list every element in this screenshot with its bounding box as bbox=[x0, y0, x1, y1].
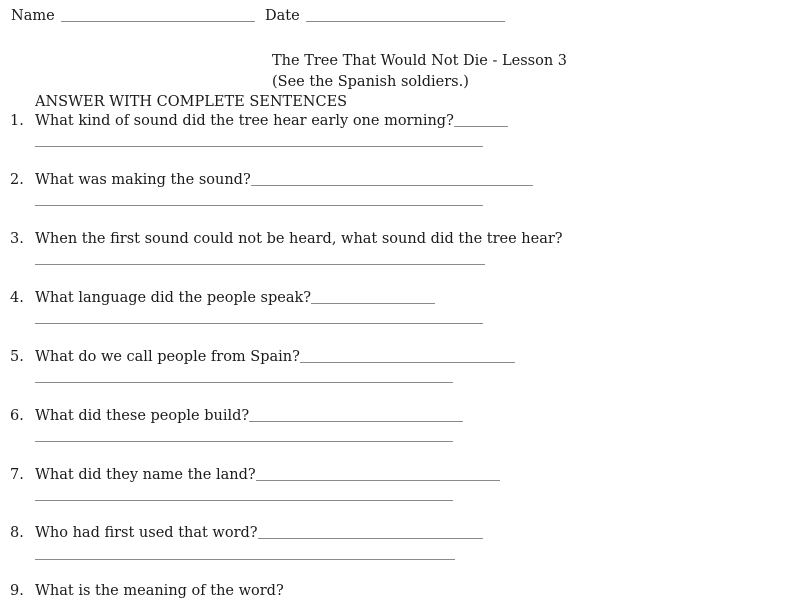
answer-blank-inline bbox=[251, 172, 533, 186]
question-text: What did these people build? bbox=[35, 408, 250, 424]
title-block bbox=[272, 51, 567, 93]
question-7 bbox=[10, 467, 790, 483]
question-2 bbox=[10, 172, 790, 188]
answer-blank-inline bbox=[311, 290, 435, 304]
date-blank-line bbox=[306, 8, 505, 22]
question-text: What is the meaning of the word? bbox=[35, 583, 284, 599]
question-number: 6. bbox=[10, 408, 24, 424]
worksheet-subtitle: (See the Spanish soldiers.) bbox=[272, 74, 469, 90]
question-text: When the first sound could not be heard, what sound did the tree hear? bbox=[35, 231, 563, 247]
question-text: What did they name the land? bbox=[35, 467, 256, 483]
answer-blank-line bbox=[35, 500, 453, 501]
question-text: What language did the people speak? bbox=[35, 290, 312, 306]
instruction-heading: ANSWER WITH COMPLETE SENTENCES bbox=[35, 94, 348, 110]
question-number: 5. bbox=[10, 349, 24, 365]
question-text: Who had first used that word? bbox=[35, 525, 258, 541]
answer-blank-inline bbox=[454, 113, 508, 127]
question-number: 9. bbox=[10, 583, 24, 599]
date-label: Date bbox=[265, 8, 300, 24]
answer-blank-line bbox=[35, 559, 455, 560]
question-text: What was making the sound? bbox=[35, 172, 251, 188]
header-row bbox=[11, 8, 505, 24]
question-number: 1. bbox=[10, 113, 24, 129]
name-field bbox=[11, 8, 255, 24]
question-number: 7. bbox=[10, 467, 24, 483]
question-6 bbox=[10, 408, 790, 424]
answer-blank-inline bbox=[300, 349, 515, 363]
answer-blank-line bbox=[35, 323, 483, 324]
answer-blank-line bbox=[35, 146, 483, 147]
worksheet-title: The Tree That Would Not Die - Lesson 3 bbox=[272, 53, 567, 69]
answer-blank-line bbox=[35, 382, 453, 383]
question-number: 8. bbox=[10, 525, 24, 541]
answer-blank-line bbox=[35, 205, 483, 206]
question-1 bbox=[10, 113, 790, 129]
answer-blank-inline bbox=[258, 525, 483, 539]
question-9 bbox=[10, 583, 790, 599]
date-field bbox=[265, 8, 505, 24]
question-number: 4. bbox=[10, 290, 24, 306]
name-blank-line bbox=[61, 8, 255, 22]
answer-blank-line bbox=[35, 264, 485, 265]
answer-blank-inline bbox=[256, 467, 500, 481]
question-text: What kind of sound did the tree hear early one morning? bbox=[35, 113, 454, 129]
answer-blank-line bbox=[35, 441, 453, 442]
question-8 bbox=[10, 525, 790, 541]
question-4 bbox=[10, 290, 790, 306]
question-number: 3. bbox=[10, 231, 24, 247]
question-text: What do we call people from Spain? bbox=[35, 349, 300, 365]
question-3 bbox=[10, 231, 790, 247]
name-label: Name bbox=[11, 8, 55, 24]
question-number: 2. bbox=[10, 172, 24, 188]
answer-blank-inline bbox=[249, 408, 463, 422]
question-5 bbox=[10, 349, 790, 365]
